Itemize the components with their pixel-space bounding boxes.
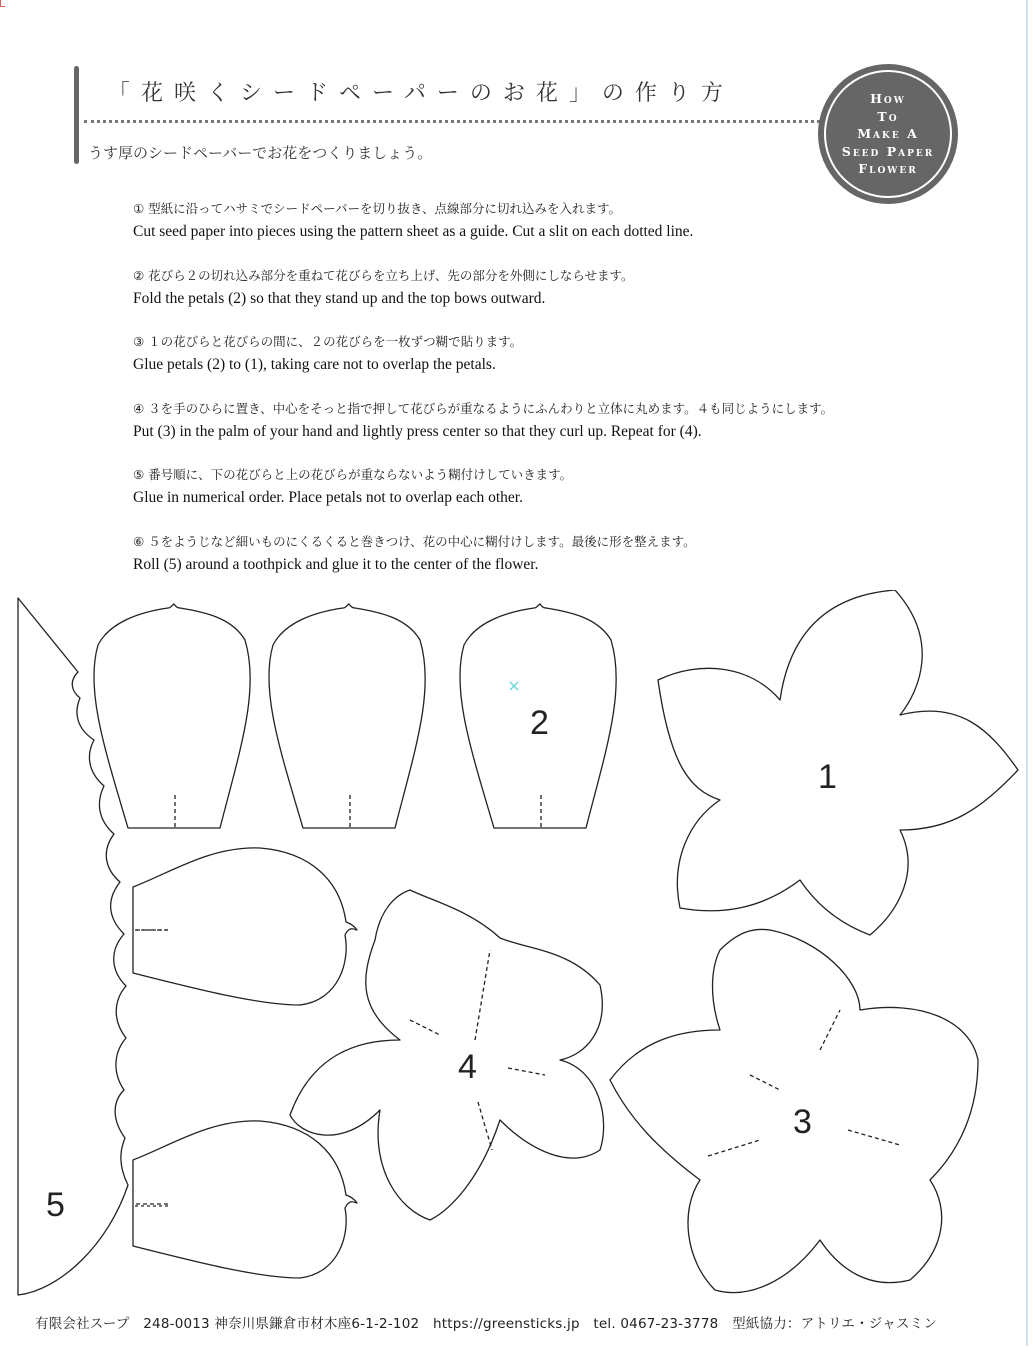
- step-text-jp: ⑥ ５をようじなど細いものにくるくると巻きつけ、花の中心に糊付けします。最後に形を整えます。: [133, 533, 696, 549]
- badge-ring: [824, 70, 952, 198]
- step-text-en: Glue in numerical order. Place petals not to overlap each other.: [133, 489, 523, 507]
- instruction-step: [133, 464, 993, 531]
- slit-line: [478, 1102, 492, 1150]
- flower-pattern-sheet: [0, 590, 1032, 1310]
- step-text-en: Roll (5) around a toothpick and glue it to the center of the flower.: [133, 555, 539, 573]
- step-text-jp: ① 型紙に沿ってハサミでシードペーパーを切り抜き、点線部分に切れ込みを入れます。: [133, 201, 622, 216]
- pattern-label-1: 1: [818, 758, 837, 796]
- step-text-jp: ④ ３を手のひらに置き、中心をそっと指で押して花びらが重なるようにふんわりと立体に丸めます。４も同じようにします。: [133, 400, 834, 416]
- pattern-side-petal: [133, 1121, 357, 1278]
- how-to-badge: [818, 64, 958, 204]
- instruction-list: [133, 198, 993, 598]
- pattern-piece-2-petal: [94, 604, 250, 828]
- badge-line: Make A: [857, 126, 919, 142]
- footer-company-info: 有限会社スープ 248-0013 神奈川県鎌倉市材木座6-1-2-102 https://greensticks.jp tel. 0467-23-3778 型紙協力：アトリエ・ジャスミン: [35, 1316, 938, 1332]
- pattern-piece-2-petal: [269, 604, 425, 828]
- crop-mark: [0, 0, 5, 7]
- page-title: 「花咲くシードペーパーのお花」の作り方: [108, 81, 734, 106]
- badge-line: To: [877, 108, 899, 124]
- registration-mark: [510, 682, 518, 690]
- slit-line: [820, 1010, 840, 1050]
- dotted-divider: [84, 120, 820, 123]
- step-text-jp: ③ １の花びらと花びらの間に、２の花びらを一枚ずつ糊で貼ります。: [133, 334, 523, 350]
- pattern-piece-5-outline: [18, 598, 128, 1295]
- step-text-jp: ② 花びら２の切れ込み部分を重ねて花びらを立ち上げ、先の部分を外側にしならせます。: [133, 267, 634, 283]
- slit-line: [508, 1068, 545, 1075]
- badge-line: Flower: [858, 161, 918, 177]
- slit-line: [848, 1130, 900, 1145]
- page-subtitle: うす厚のシードペーバーでお花をつくりましょう。: [88, 144, 433, 162]
- title-accent-bar: [74, 66, 79, 164]
- pattern-label-2: 2: [530, 704, 549, 742]
- slit-line: [475, 950, 490, 1040]
- slit-line: [410, 1020, 440, 1035]
- step-text-en: Fold the petals (2) so that they stand up and the top bows outward.: [133, 289, 546, 307]
- slit-line: [708, 1140, 760, 1156]
- step-text-jp: ⑤ 番号順に、下の花びらと上の花びらが重ならないよう糊付けしていきます。: [133, 467, 573, 483]
- instruction-step: [133, 331, 993, 398]
- badge-line: How: [870, 91, 906, 107]
- slit-line: [750, 1075, 780, 1090]
- instruction-step: [133, 198, 993, 265]
- instruction-step: [133, 265, 993, 332]
- pattern-piece-4-flower: [290, 890, 604, 1220]
- instruction-step: [133, 398, 993, 465]
- pattern-label-3: 3: [793, 1103, 812, 1141]
- instruction-step: [133, 531, 993, 598]
- step-text-en: Put (3) in the palm of your hand and lightly press center so that they curl up. Repeat for (4).: [133, 422, 702, 440]
- step-text-en: Cut seed paper into pieces using the pattern sheet as a guide. Cut a slit on each dotted line.: [133, 223, 694, 240]
- pattern-label-4: 4: [458, 1048, 477, 1086]
- pattern-side-petal: [133, 848, 357, 1005]
- pattern-piece-1-flower: [658, 590, 1018, 935]
- badge-line: Seed Paper: [841, 143, 935, 159]
- step-text-en: Glue petals (2) to (1), taking care not to overlap the petals.: [133, 356, 496, 374]
- pattern-label-5: 5: [46, 1186, 65, 1224]
